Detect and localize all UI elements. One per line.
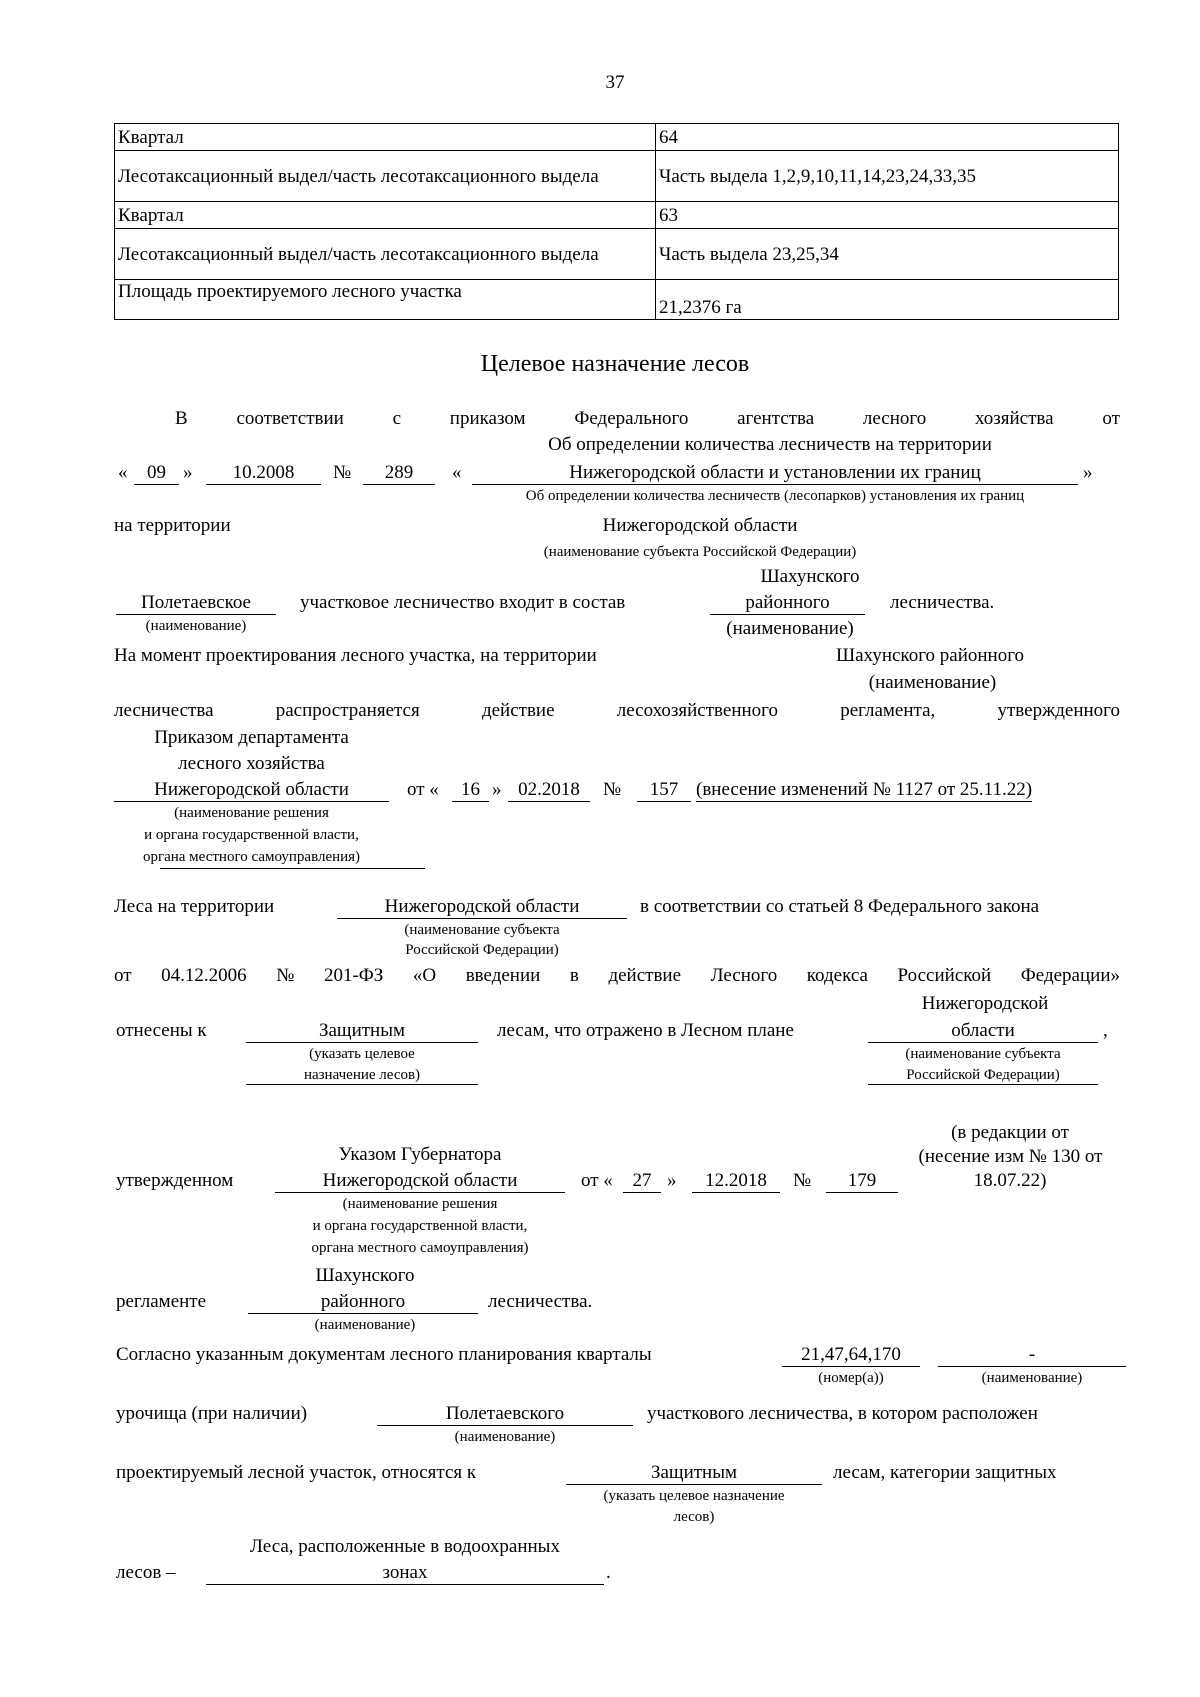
- order-date: 10.2008: [206, 462, 321, 485]
- district-caption: (наименование): [726, 618, 854, 639]
- prikaz-caption2: и органа государственной власти,: [144, 827, 359, 843]
- edition-line3: 18.07.22): [973, 1170, 1047, 1191]
- proekt-text: проектируемый лесной участок, относятся к: [116, 1462, 477, 1483]
- plan-caption2: Российской Федерации): [868, 1066, 1098, 1085]
- territory-caption: (наименование субъекта Российской Федерации): [543, 544, 857, 560]
- order-number: 289: [363, 462, 435, 485]
- utverzhd-number: 179: [826, 1170, 898, 1193]
- prikaz-num-sign: №: [603, 779, 622, 800]
- lesa-value: Нижегородской области: [337, 896, 627, 919]
- table-cell-label: Квартал: [115, 202, 656, 229]
- word: регламента,: [840, 700, 936, 721]
- territory-label: на территории: [114, 515, 231, 536]
- prikaz-caption3: органа местного самоуправления): [142, 849, 361, 865]
- order-title-line2: Нижегородской области и установлении их границ: [472, 462, 1078, 485]
- district-line1: Шахунского: [760, 566, 860, 587]
- urochishcha-label: урочища (при наличии): [116, 1403, 308, 1424]
- otneseny-caption2: назначение лесов): [246, 1066, 478, 1085]
- utverzhd-line2: Нижегородской области: [275, 1170, 565, 1193]
- word: от: [114, 965, 132, 986]
- plan-line1: Нижегородской: [921, 993, 1049, 1014]
- word: действие: [608, 965, 682, 986]
- proekt-caption2: лесов): [673, 1509, 715, 1525]
- word: введении: [465, 965, 541, 986]
- otneseny-value: Защитным: [246, 1020, 478, 1043]
- moment-value: Шахунского районного: [835, 645, 1025, 666]
- otneseny-label: отнесены к: [116, 1020, 207, 1041]
- word: в: [569, 965, 579, 986]
- word: Лесного: [710, 965, 778, 986]
- order-day: 09: [134, 462, 179, 485]
- lesa-text: в соответствии со статьей 8 Федерального закона: [640, 896, 1040, 917]
- word: хозяйства: [974, 408, 1054, 429]
- word: с: [392, 408, 402, 429]
- order-title-line1: Об определении количества лесничеств на территории: [548, 434, 992, 455]
- utverzhd-num-sign: №: [793, 1170, 812, 1191]
- word: Федерации»: [1020, 965, 1120, 986]
- word: 201-ФЗ: [323, 965, 384, 986]
- reglamente-label: регламенте: [116, 1291, 207, 1312]
- plan-comma: ,: [1103, 1020, 1108, 1041]
- reglamente-line2: районного: [248, 1291, 478, 1314]
- word: Федерального: [574, 408, 689, 429]
- word: кодекса: [806, 965, 868, 986]
- lesov-line1: Леса, расположенные в водоохранных: [250, 1536, 560, 1557]
- prikaz-underline: [160, 868, 425, 869]
- close-quote: »: [183, 462, 193, 483]
- utverzhd-date: 12.2018: [692, 1170, 780, 1193]
- word: утвержденного: [997, 700, 1120, 721]
- urochishcha-caption: (наименование): [454, 1429, 556, 1445]
- uchastok-name-caption: (наименование): [145, 618, 247, 634]
- table-cell-label-text: Лесотаксационный выдел/часть лесотаксационного выдела: [118, 165, 599, 187]
- utverzhd-ot: от «: [581, 1170, 613, 1191]
- table-row: [115, 229, 1119, 280]
- utverzhd-caption1: (наименование решения: [342, 1196, 498, 1212]
- edition-line2: (несение изм № 130 от: [918, 1146, 1103, 1167]
- moment-text: На момент проектирования лесного участка, на территории: [114, 645, 597, 666]
- word: В: [175, 408, 188, 429]
- reglament-line: [114, 700, 1120, 722]
- utverzhd-caption3: органа местного самоуправления): [311, 1240, 529, 1256]
- order-line: [175, 408, 1120, 430]
- uchastok-name: Полетаевское: [116, 592, 276, 615]
- lesa-label: Леса на территории: [114, 896, 275, 917]
- title-open-quote: «: [452, 462, 462, 483]
- table-row: [115, 124, 1119, 151]
- plan-caption1: (наименование субъекта: [905, 1046, 1061, 1062]
- uchastok-suffix: лесничества.: [890, 592, 995, 613]
- table-cell-value: 64: [656, 124, 1119, 151]
- prikaz-date: 02.2018: [508, 779, 590, 802]
- table-cell-label: Площадь проектируемого лесного участка: [115, 280, 656, 320]
- word: лесничества: [114, 700, 214, 721]
- plot-table: [114, 123, 1119, 320]
- word: Российской: [897, 965, 992, 986]
- table-cell-value: 63: [656, 202, 1119, 229]
- order-title-caption: Об определении количества лесничеств (лесопарков) установления их границ: [525, 488, 1025, 504]
- kvartaly-numbers: 21,47,64,170: [782, 1344, 920, 1367]
- word: действие: [481, 700, 555, 721]
- table-row: [115, 151, 1119, 202]
- kvartaly-text: Согласно указанным документам лесного планирования кварталы: [116, 1344, 652, 1365]
- table-cell-label: [115, 229, 656, 280]
- page-number: 37: [605, 72, 625, 93]
- word: распространяется: [275, 700, 420, 721]
- moment-caption: (наименование): [868, 672, 997, 693]
- open-quote: «: [118, 462, 128, 483]
- proekt-suffix: лесам, категории защитных: [833, 1462, 1057, 1483]
- word: «О: [412, 965, 437, 986]
- table-cell-label-text: Лесотаксационный выдел/часть лесотаксационного выдела: [118, 243, 599, 265]
- word: соответствии: [236, 408, 344, 429]
- territory-value: Нижегородской области: [602, 515, 798, 536]
- word: лесного: [862, 408, 927, 429]
- urochishcha-text: участкового лесничества, в котором расположен: [647, 1403, 1038, 1424]
- prikaz-close-quote: »: [492, 779, 502, 800]
- proekt-value: Защитным: [566, 1462, 822, 1485]
- num-sign: №: [333, 462, 352, 483]
- district-line2: районного: [710, 592, 865, 615]
- table-cell-label: Квартал: [115, 124, 656, 151]
- word: №: [276, 965, 295, 986]
- prikaz-number: 157: [637, 779, 691, 802]
- lesa-caption1: (наименование субъекта: [404, 922, 560, 938]
- utverzhd-caption2: и органа государственной власти,: [312, 1218, 528, 1234]
- lesov-dot: .: [606, 1562, 611, 1583]
- proekt-caption1: (указать целевое назначение: [603, 1488, 785, 1504]
- table-cell-value: 21,2376 га: [656, 280, 1119, 320]
- word: приказом: [449, 408, 526, 429]
- prikaz-changes: (внесение изменений № 1127 от 25.11.22): [696, 779, 1033, 800]
- lesa-caption2: Российской Федерации): [405, 942, 559, 958]
- edition-line1: (в редакции от: [951, 1122, 1069, 1143]
- otneseny-text: лесам, что отражено в Лесном плане: [497, 1020, 794, 1041]
- kvartaly-numbers-caption: (номер(а)): [818, 1370, 884, 1386]
- word: лесохозяйственного: [616, 700, 778, 721]
- reglamente-suffix: лесничества.: [488, 1291, 593, 1312]
- title-close-quote: »: [1083, 462, 1093, 483]
- prikaz-day: 16: [452, 779, 489, 802]
- word: 04.12.2006: [161, 965, 247, 986]
- reglamente-line1: Шахунского: [315, 1265, 415, 1286]
- utverzhd-label: утвержденном: [116, 1170, 234, 1191]
- table-cell-value: Часть выдела 23,25,34: [656, 229, 1119, 280]
- table-row: [115, 202, 1119, 229]
- prikaz-caption1: (наименование решения: [174, 805, 329, 821]
- kvartaly-name-caption: (наименование): [981, 1370, 1083, 1386]
- lesov-line2: зонах: [206, 1562, 604, 1585]
- utverzhd-day: 27: [623, 1170, 661, 1193]
- table-cell-value: Часть выдела 1,2,9,10,11,14,23,24,33,35: [656, 151, 1119, 202]
- utverzhd-close-quote: »: [667, 1170, 677, 1191]
- uchastok-text: участковое лесничество входит в состав: [300, 592, 626, 613]
- table-row: [115, 280, 1119, 320]
- law-line: [114, 965, 1120, 987]
- prikaz-ot: от «: [407, 779, 439, 800]
- prikaz-line3: Нижегородской области: [114, 779, 389, 802]
- section-title: Целевое назначение лесов: [480, 351, 750, 377]
- plan-line2: области: [868, 1020, 1098, 1043]
- otneseny-caption1: (указать целевое: [309, 1046, 415, 1062]
- word: агентства: [737, 408, 815, 429]
- prikaz-line2: лесного хозяйства: [178, 753, 325, 774]
- lesov-label: лесов –: [116, 1562, 176, 1583]
- word: от: [1102, 408, 1120, 429]
- urochishcha-value: Полетаевского: [377, 1403, 633, 1426]
- utverzhd-line1: Указом Губернатора: [338, 1144, 502, 1165]
- kvartaly-name: -: [938, 1344, 1126, 1367]
- table-cell-label: [115, 151, 656, 202]
- prikaz-line1: Приказом департамента: [154, 727, 349, 748]
- reglamente-caption: (наименование): [314, 1317, 416, 1333]
